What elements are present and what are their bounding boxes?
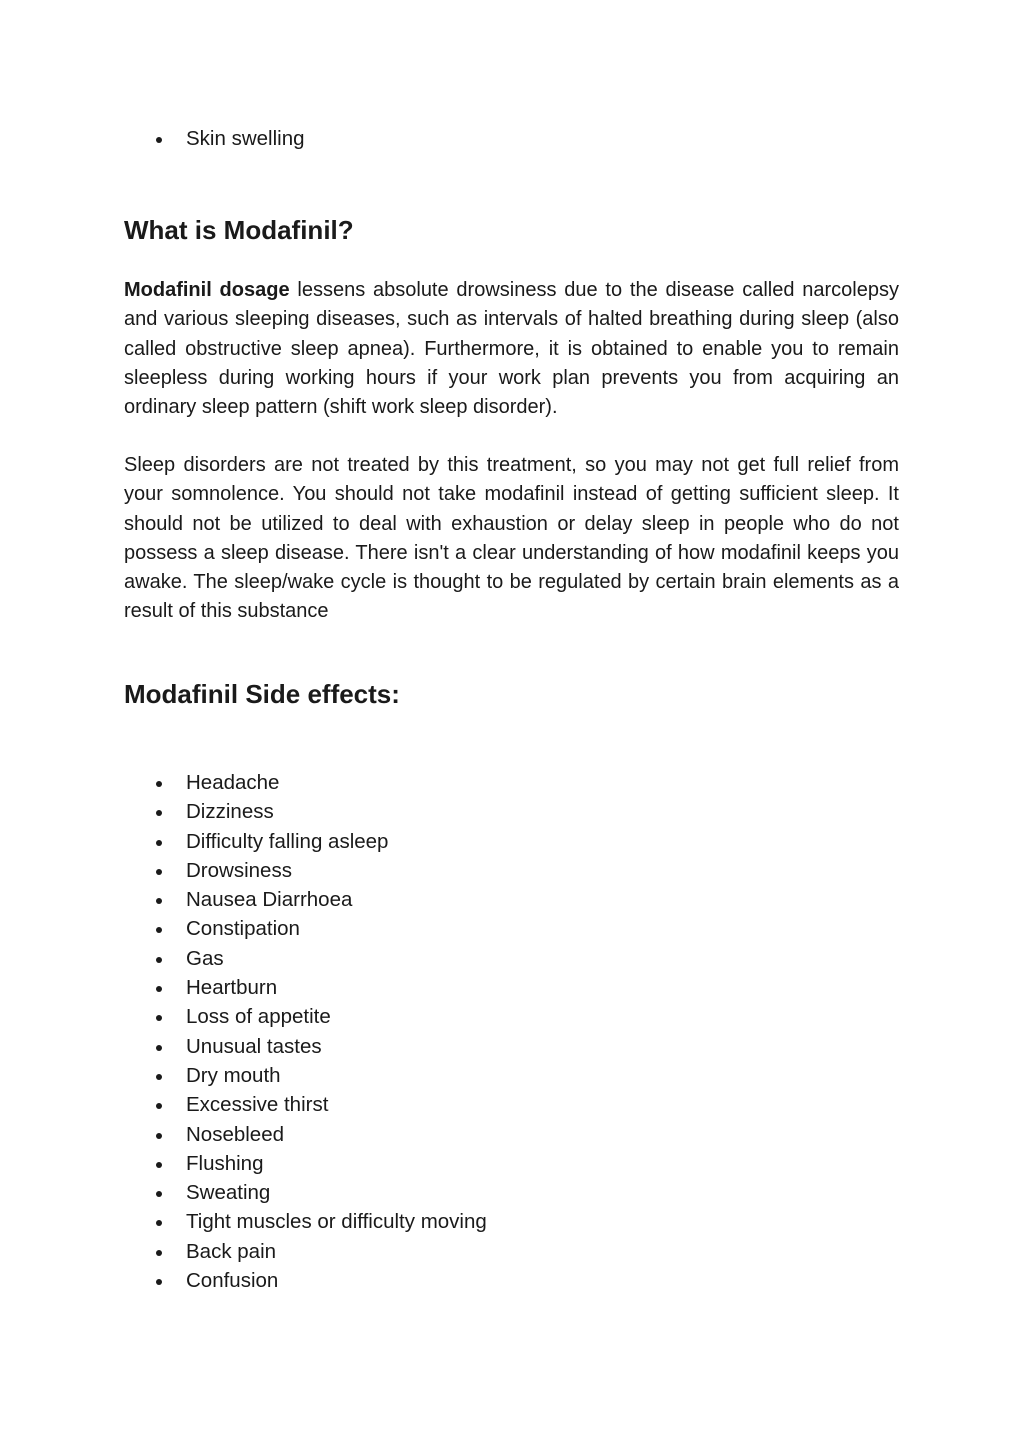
list-item [124, 1090, 487, 1119]
paragraph-sleep-disorders: Sleep disorders are not treated by this treatment, so you may not get full relief from your somnolence. You should not take modafinil instead of getting sufficient sleep. It should not be utilized to deal with exhaustion or delay sleep in people who do not possess a sleep disease. There isn't a clear understanding of how modafinil keeps you awake. The sleep/wake cycle is thought to be regulated by certain brain elements as a result of this substance [124, 454, 899, 623]
bullet-icon [156, 1279, 162, 1285]
list-item [124, 768, 487, 797]
bullet-icon [156, 1220, 162, 1226]
list-item-text: Back pain [186, 1239, 277, 1263]
bullet-icon [156, 1133, 162, 1139]
bullet-icon [156, 957, 162, 963]
bullet-icon [156, 927, 162, 933]
list-item [124, 1002, 487, 1031]
list-item-text: Constipation [186, 917, 300, 941]
list-item-text: Loss of appetite [186, 1005, 331, 1029]
bullet-icon [156, 1103, 162, 1109]
list-item [124, 1207, 487, 1236]
bullet-icon [156, 986, 162, 992]
list-item [124, 885, 487, 914]
list-item-text: Excessive thirst [186, 1093, 329, 1117]
list-item-text: Heartburn [186, 976, 278, 1000]
bullet-icon [156, 1250, 162, 1256]
list-item-text: Difficulty falling asleep [186, 829, 389, 853]
list-item [124, 1149, 487, 1178]
bullet-icon [156, 781, 162, 787]
list-item-text: Skin swelling [186, 127, 305, 150]
list-item [124, 973, 487, 1002]
list-item-text: Flushing [186, 1151, 264, 1175]
list-item-text: Headache [186, 771, 280, 794]
section-heading-side-effects: Modafinil Side effects: [124, 679, 400, 709]
list-item-text: Unusual tastes [186, 1034, 322, 1058]
bullet-icon [156, 137, 162, 143]
bullet-icon [156, 1045, 162, 1051]
list-item [124, 124, 305, 153]
bullet-icon [156, 869, 162, 875]
list-item [124, 1120, 487, 1149]
bullet-icon [156, 840, 162, 846]
paragraph-modafinil-dosage [124, 276, 899, 422]
list-item [124, 1237, 487, 1266]
list-item-text: Nosebleed [186, 1122, 285, 1146]
list-item-text: Tight muscles or difficulty moving [186, 1210, 487, 1234]
list-item [124, 856, 487, 885]
list-item [124, 1178, 487, 1207]
list-item [124, 1061, 487, 1090]
list-item-text: Sweating [186, 1181, 271, 1205]
list-item [124, 914, 487, 943]
bullet-icon [156, 1074, 162, 1080]
list-item-text: Dizziness [186, 800, 274, 824]
continued-side-effects-list [124, 124, 305, 153]
section-heading-what-is-modafinil: What is Modafinil? [124, 215, 354, 245]
bold-term: Modafinil dosage [124, 279, 290, 301]
list-item-text: Nausea Diarrhoea [186, 888, 353, 912]
side-effects-list [124, 768, 487, 1295]
list-item [124, 797, 487, 826]
list-item [124, 1266, 487, 1295]
list-item [124, 827, 487, 856]
paragraph-text: lessens absolute drowsiness due to the disease called narcolepsy and various sleeping diseases, such as intervals of halted breathing during sleep (also called obstructive sleep apnea). Furthermore, it is obtained to enable you to remain sleepless during working hours if your work plan prevents you from acquiring an ordinary sleep pattern (shift work sleep disorder). [124, 279, 899, 419]
list-item [124, 944, 487, 973]
list-item-text: Gas [186, 946, 224, 970]
bullet-icon [156, 898, 162, 904]
list-item [124, 1032, 487, 1061]
bullet-icon [156, 1191, 162, 1197]
bullet-icon [156, 810, 162, 816]
list-item-text: Drowsiness [186, 858, 292, 882]
bullet-icon [156, 1162, 162, 1168]
list-item-text: Dry mouth [186, 1063, 281, 1087]
bullet-icon [156, 1015, 162, 1021]
list-item-text: Confusion [186, 1269, 279, 1293]
